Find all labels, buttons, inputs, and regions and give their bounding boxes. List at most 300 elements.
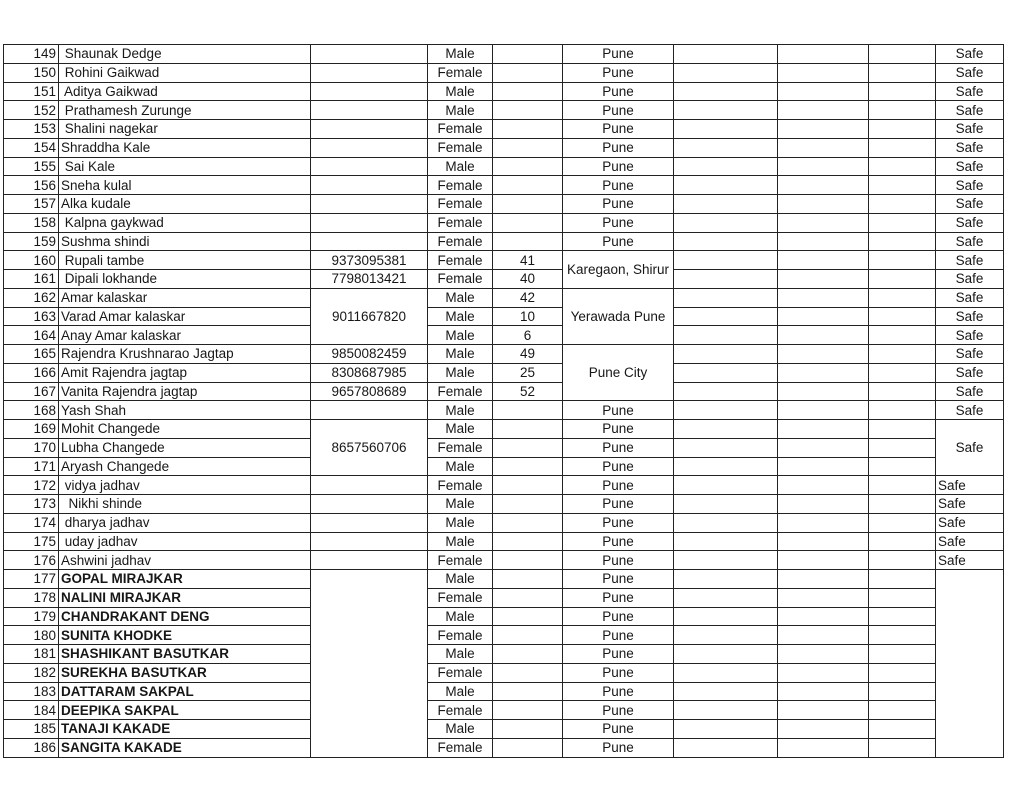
cell-name: SHASHIKANT BASUTKAR [59,645,311,664]
cell-phone: 9011667820 [311,288,428,344]
cell-age [493,720,563,739]
cell-gender: Male [428,363,493,382]
cell-name: Shalini nagekar [59,120,311,139]
cell-age [493,495,563,514]
table-row [4,551,1004,570]
cell-empty-b [778,138,869,157]
cell-age [493,176,563,195]
cell-age [493,401,563,420]
table-row [4,570,1004,589]
cell-city: Pune [563,663,674,682]
cell-phone [311,45,428,64]
cell-age [493,588,563,607]
cell-empty-b [778,45,869,64]
cell-age: 25 [493,363,563,382]
cell-empty-c [869,532,936,551]
cell-phone [311,82,428,101]
cell-empty-c [869,720,936,739]
cell-empty-a [674,438,778,457]
cell-empty-a [674,213,778,232]
cell-name: Rupali tambe [59,251,311,270]
table-row [4,420,1004,439]
cell-name: Rajendra Krushnarao Jagtap [59,345,311,364]
cell-name: NALINI MIRAJKAR [59,588,311,607]
cell-empty-a [674,720,778,739]
cell-empty-b [778,476,869,495]
cell-name: Rohini Gaikwad [59,63,311,82]
cell-gender: Female [428,213,493,232]
relief-roster-table [3,44,1004,758]
cell-empty-c [869,307,936,326]
cell-safe-status [936,570,1004,758]
cell-empty-c [869,232,936,251]
cell-safe-status: Safe [936,213,1004,232]
cell-empty-b [778,682,869,701]
cell-phone [311,495,428,514]
cell-gender: Female [428,232,493,251]
cell-city: Pune [563,738,674,757]
table-row [4,645,1004,664]
cell-city: Pune [563,495,674,514]
cell-phone: 9850082459 [311,345,428,364]
cell-city: Pune [563,82,674,101]
cell-empty-c [869,663,936,682]
cell-city: Pune [563,570,674,589]
cell-empty-b [778,213,869,232]
cell-gender: Female [428,120,493,139]
table-row [4,607,1004,626]
cell-name: Nikhi shinde [59,495,311,514]
cell-phone [311,570,428,758]
cell-empty-a [674,457,778,476]
table-row [4,513,1004,532]
cell-phone [311,157,428,176]
cell-name: Sai Kale [59,157,311,176]
cell-serial-number: 164 [4,326,59,345]
cell-safe-status: Safe [936,495,1004,514]
cell-empty-a [674,345,778,364]
cell-city: Pune [563,438,674,457]
cell-age: 42 [493,288,563,307]
cell-serial-number: 160 [4,251,59,270]
table-row [4,45,1004,64]
cell-empty-c [869,251,936,270]
table-row [4,738,1004,757]
cell-serial-number: 170 [4,438,59,457]
cell-empty-c [869,138,936,157]
cell-empty-a [674,232,778,251]
cell-phone [311,176,428,195]
cell-serial-number: 186 [4,738,59,757]
cell-empty-c [869,513,936,532]
cell-safe-status: Safe [936,251,1004,270]
cell-empty-b [778,307,869,326]
cell-empty-c [869,420,936,439]
table-row [4,157,1004,176]
cell-city: Pune [563,101,674,120]
cell-age [493,138,563,157]
cell-age [493,513,563,532]
cell-serial-number: 153 [4,120,59,139]
table-row [4,176,1004,195]
cell-empty-b [778,82,869,101]
cell-gender: Female [428,270,493,289]
cell-name: SUREKHA BASUTKAR [59,663,311,682]
cell-city: Pune [563,701,674,720]
cell-safe-status: Safe [936,120,1004,139]
cell-name: Aryash Changede [59,457,311,476]
cell-gender: Female [428,588,493,607]
cell-empty-b [778,157,869,176]
cell-safe-status: Safe [936,382,1004,401]
cell-serial-number: 183 [4,682,59,701]
cell-city: Pune [563,213,674,232]
cell-serial-number: 182 [4,663,59,682]
cell-gender: Female [428,176,493,195]
cell-city: Pune [563,232,674,251]
cell-empty-b [778,232,869,251]
table-row [4,663,1004,682]
cell-name: Amar kalaskar [59,288,311,307]
cell-serial-number: 163 [4,307,59,326]
cell-gender: Male [428,420,493,439]
cell-serial-number: 179 [4,607,59,626]
cell-empty-c [869,45,936,64]
cell-gender: Female [428,251,493,270]
cell-empty-c [869,570,936,589]
cell-empty-c [869,476,936,495]
cell-age [493,232,563,251]
cell-gender: Female [428,738,493,757]
cell-empty-b [778,326,869,345]
cell-serial-number: 156 [4,176,59,195]
cell-serial-number: 184 [4,701,59,720]
cell-city: Pune [563,457,674,476]
cell-city: Pune [563,588,674,607]
cell-serial-number: 157 [4,195,59,214]
cell-name: Prathamesh Zurunge [59,101,311,120]
cell-empty-a [674,663,778,682]
table-row [4,251,1004,270]
cell-empty-b [778,176,869,195]
cell-serial-number: 167 [4,382,59,401]
cell-age [493,570,563,589]
cell-serial-number: 152 [4,101,59,120]
table-row [4,588,1004,607]
cell-empty-c [869,288,936,307]
cell-empty-a [674,101,778,120]
cell-empty-b [778,438,869,457]
table-row [4,120,1004,139]
table-row [4,701,1004,720]
cell-gender: Male [428,45,493,64]
cell-age [493,120,563,139]
cell-serial-number: 154 [4,138,59,157]
cell-age [493,626,563,645]
table-row [4,213,1004,232]
cell-empty-c [869,326,936,345]
cell-empty-b [778,738,869,757]
cell-gender: Male [428,307,493,326]
cell-empty-a [674,588,778,607]
table-row [4,382,1004,401]
cell-safe-status: Safe [936,345,1004,364]
cell-age [493,476,563,495]
cell-empty-c [869,551,936,570]
cell-age [493,551,563,570]
cell-serial-number: 161 [4,270,59,289]
cell-age [493,157,563,176]
cell-city: Pune [563,45,674,64]
cell-empty-c [869,626,936,645]
cell-empty-b [778,288,869,307]
cell-safe-status: Safe [936,45,1004,64]
cell-empty-b [778,513,869,532]
cell-gender: Male [428,288,493,307]
cell-empty-a [674,738,778,757]
cell-city: Pune [563,513,674,532]
cell-safe-status: Safe [936,476,1004,495]
cell-gender: Female [428,663,493,682]
cell-serial-number: 180 [4,626,59,645]
table-row [4,363,1004,382]
cell-phone [311,213,428,232]
cell-name: Kalpna gaykwad [59,213,311,232]
cell-gender: Male [428,682,493,701]
cell-name: Dipali lokhande [59,270,311,289]
cell-empty-b [778,645,869,664]
cell-gender: Female [428,63,493,82]
cell-empty-a [674,551,778,570]
table-row [4,626,1004,645]
cell-serial-number: 149 [4,45,59,64]
cell-age [493,63,563,82]
cell-name: TANAJI KAKADE [59,720,311,739]
table-row [4,401,1004,420]
cell-name: DEEPIKA SAKPAL [59,701,311,720]
cell-name: SANGITA KAKADE [59,738,311,757]
cell-empty-a [674,82,778,101]
cell-empty-c [869,120,936,139]
cell-serial-number: 155 [4,157,59,176]
cell-empty-a [674,63,778,82]
cell-name: Lubha Changede [59,438,311,457]
cell-age [493,457,563,476]
cell-gender: Male [428,101,493,120]
cell-name: Aditya Gaikwad [59,82,311,101]
cell-gender: Female [428,138,493,157]
cell-phone [311,232,428,251]
cell-empty-a [674,251,778,270]
cell-empty-a [674,570,778,589]
table-row [4,495,1004,514]
cell-empty-b [778,251,869,270]
cell-empty-a [674,363,778,382]
cell-gender: Male [428,513,493,532]
cell-serial-number: 168 [4,401,59,420]
table-row [4,232,1004,251]
cell-empty-a [674,382,778,401]
cell-age: 49 [493,345,563,364]
cell-gender: Female [428,701,493,720]
cell-city: Pune [563,551,674,570]
cell-empty-b [778,663,869,682]
cell-serial-number: 178 [4,588,59,607]
cell-empty-c [869,457,936,476]
table-row [4,101,1004,120]
cell-name: Anay Amar kalaskar [59,326,311,345]
cell-empty-a [674,532,778,551]
cell-name: DATTARAM SAKPAL [59,682,311,701]
cell-city: Pune [563,138,674,157]
cell-name: Ashwini jadhav [59,551,311,570]
cell-phone [311,513,428,532]
cell-empty-c [869,101,936,120]
cell-empty-c [869,645,936,664]
cell-age: 52 [493,382,563,401]
cell-gender: Female [428,476,493,495]
cell-empty-b [778,701,869,720]
cell-age [493,738,563,757]
cell-safe-status: Safe [936,532,1004,551]
cell-empty-a [674,326,778,345]
cell-empty-a [674,476,778,495]
cell-empty-a [674,645,778,664]
cell-name: Mohit Changede [59,420,311,439]
cell-empty-c [869,495,936,514]
table-body [4,45,1004,758]
cell-city: Pune [563,157,674,176]
cell-safe-status: Safe [936,363,1004,382]
cell-empty-b [778,457,869,476]
cell-empty-a [674,45,778,64]
cell-safe-status: Safe [936,288,1004,307]
cell-age [493,682,563,701]
cell-safe-status: Safe [936,307,1004,326]
cell-gender: Male [428,645,493,664]
cell-gender: Male [428,326,493,345]
cell-serial-number: 181 [4,645,59,664]
cell-empty-c [869,682,936,701]
cell-age [493,195,563,214]
table-row [4,720,1004,739]
cell-empty-a [674,495,778,514]
cell-gender: Male [428,495,493,514]
cell-empty-a [674,607,778,626]
cell-empty-a [674,120,778,139]
cell-empty-c [869,588,936,607]
cell-serial-number: 174 [4,513,59,532]
cell-name: SUNITA KHODKE [59,626,311,645]
table-row [4,457,1004,476]
table-row [4,138,1004,157]
table-row [4,345,1004,364]
cell-age [493,101,563,120]
cell-safe-status: Safe [936,176,1004,195]
cell-gender: Female [428,382,493,401]
cell-empty-c [869,701,936,720]
cell-name: Sneha kulal [59,176,311,195]
cell-name: Vanita Rajendra jagtap [59,382,311,401]
cell-age [493,420,563,439]
cell-city: Pune [563,401,674,420]
cell-serial-number: 151 [4,82,59,101]
cell-empty-b [778,382,869,401]
cell-safe-status: Safe [936,401,1004,420]
cell-name: Shaunak Dedge [59,45,311,64]
cell-gender: Female [428,551,493,570]
table-row [4,682,1004,701]
cell-empty-c [869,176,936,195]
cell-gender: Female [428,438,493,457]
cell-safe-status: Safe [936,157,1004,176]
cell-age [493,82,563,101]
cell-empty-c [869,401,936,420]
cell-empty-a [674,176,778,195]
cell-gender: Male [428,82,493,101]
cell-empty-b [778,120,869,139]
cell-city: Pune [563,176,674,195]
cell-phone: 7798013421 [311,270,428,289]
cell-empty-c [869,213,936,232]
cell-age: 41 [493,251,563,270]
cell-serial-number: 175 [4,532,59,551]
table-row [4,82,1004,101]
cell-empty-b [778,401,869,420]
cell-empty-b [778,195,869,214]
cell-phone: 8657560706 [311,420,428,476]
table-row [4,270,1004,289]
cell-age [493,438,563,457]
cell-phone: 9373095381 [311,251,428,270]
cell-empty-c [869,195,936,214]
cell-serial-number: 176 [4,551,59,570]
cell-empty-a [674,626,778,645]
cell-serial-number: 173 [4,495,59,514]
cell-age [493,607,563,626]
cell-name: CHANDRAKANT DENG [59,607,311,626]
cell-empty-a [674,195,778,214]
cell-serial-number: 159 [4,232,59,251]
cell-empty-b [778,551,869,570]
cell-city: Pune [563,720,674,739]
cell-serial-number: 185 [4,720,59,739]
cell-age: 6 [493,326,563,345]
table-row [4,307,1004,326]
cell-city: Pune [563,120,674,139]
cell-city: Karegaon, Shirur [563,251,674,289]
cell-gender: Male [428,457,493,476]
cell-phone [311,138,428,157]
cell-age [493,213,563,232]
cell-city: Pune [563,645,674,664]
cell-gender: Male [428,401,493,420]
cell-safe-status: Safe [936,138,1004,157]
cell-safe-status: Safe [936,232,1004,251]
cell-city: Pune [563,532,674,551]
cell-empty-c [869,607,936,626]
cell-safe-status: Safe [936,270,1004,289]
cell-serial-number: 169 [4,420,59,439]
cell-age: 40 [493,270,563,289]
cell-empty-c [869,363,936,382]
cell-empty-b [778,345,869,364]
cell-serial-number: 162 [4,288,59,307]
cell-city: Pune [563,607,674,626]
table-row [4,326,1004,345]
table-row [4,195,1004,214]
cell-empty-c [869,63,936,82]
